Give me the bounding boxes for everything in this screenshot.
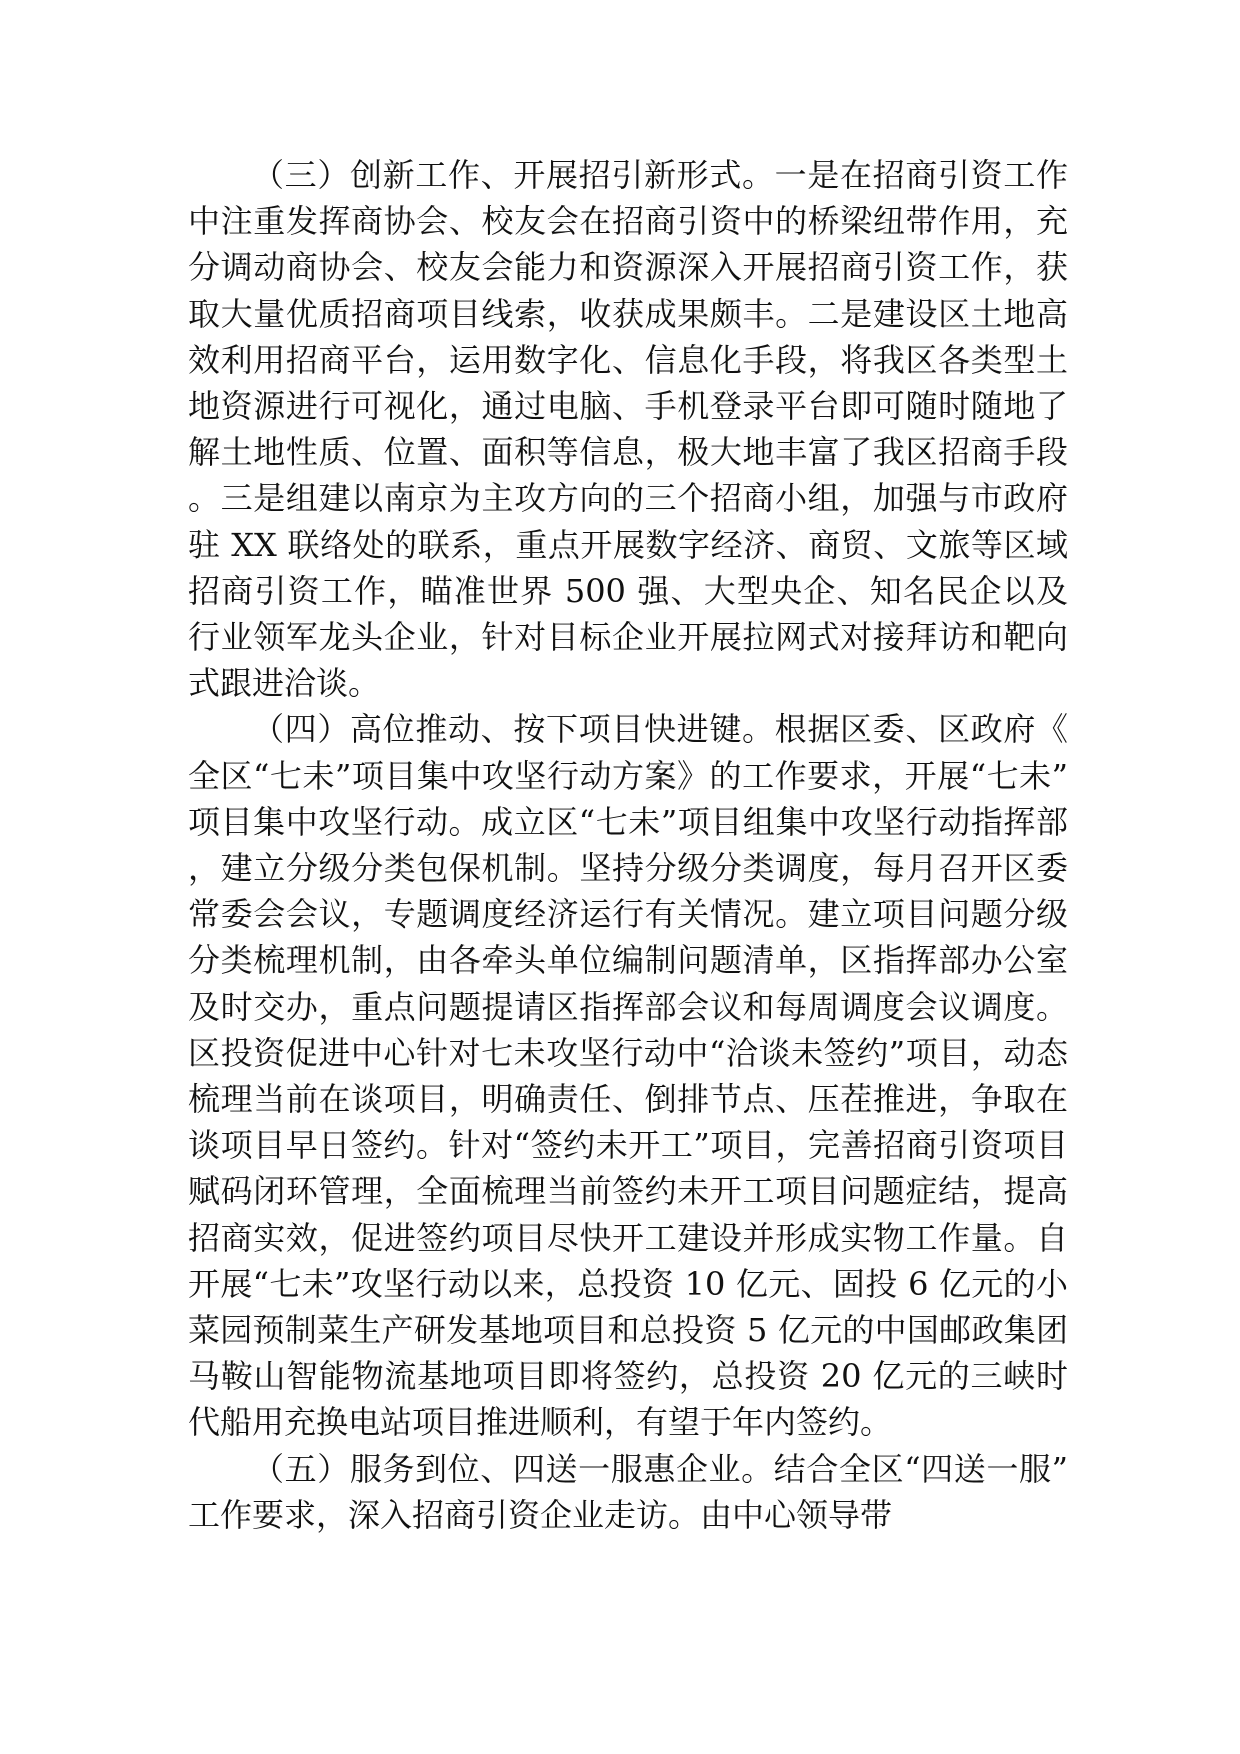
paragraph-5-service: （五）服务到位、四送一服惠企业。结合全区“四送一服”工作要求，深入招商引资企业走访。由中心领导带 <box>188 1449 1068 1534</box>
paragraph-4-project-push: （四）高位推动、按下项目快进键。根据区委、区政府《全区“七未”项目集中攻坚行动方案》的工作要求，开展“七未”项目集中攻坚行动。成立区“七未”项目组集中攻坚行动指挥部，建立分级分类包保机制。坚持分级分类调度，每月召开区委常委会会议，专题调度经济运行有关情况。建立项目问题分级分类梳理机制，由各牵头单位编制问题清单，区指挥部办公室及时交办，重点问题提请区指挥部会议和每周调度会议调度。区投资促进中心针对七未攻坚行动中“洽谈未签约”项目，动态梳理当前在谈项目，明确责任、倒排节点、压茬推进，争取在谈项目早日签约。针对“签约未开工”项目，完善招商引资项目赋码闭环管理，全面梳理当前签约未开工项目问题症结，提高招商实效，促进签约项目尽快开工建设并形成实物工作量。自开展“七未”攻坚行动以来，总投资 10 亿元、固投 6 亿元的小菜园预制菜生产研发基地项目和总投资 5 亿元的中国邮政集团马鞍山智能物流基地项目即将签约，总投资 20 亿元的三峡时代船用充换电站项目推进顺利，有望于年内签约。 <box>188 710 1068 1442</box>
document-body <box>188 152 1068 1538</box>
paragraph-3-innovation: （三）创新工作、开展招引新形式。一是在招商引资工作中注重发挥商协会、校友会在招商引资中的桥梁纽带作用，充分调动商协会、校友会能力和资源深入开展招商引资工作，获取大量优质招商项目线索，收获成果颇丰。二是建设区土地高效利用招商平台，运用数字化、信息化手段，将我区各类型土地资源进行可视化，通过电脑、手机登录平台即可随时随地了解土地性质、位置、面积等信息，极大地丰富了我区招商手段。三是组建以南京为主攻方向的三个招商小组，加强与市政府驻 XX 联络处的联系，重点开展数字经济、商贸、文旅等区域招商引资工作，瞄准世界 500 强、大型央企、知名民企以及行业领军龙头企业，针对目标企业开展拉网式对接拜访和靶向式跟进洽谈。 <box>188 156 1068 703</box>
